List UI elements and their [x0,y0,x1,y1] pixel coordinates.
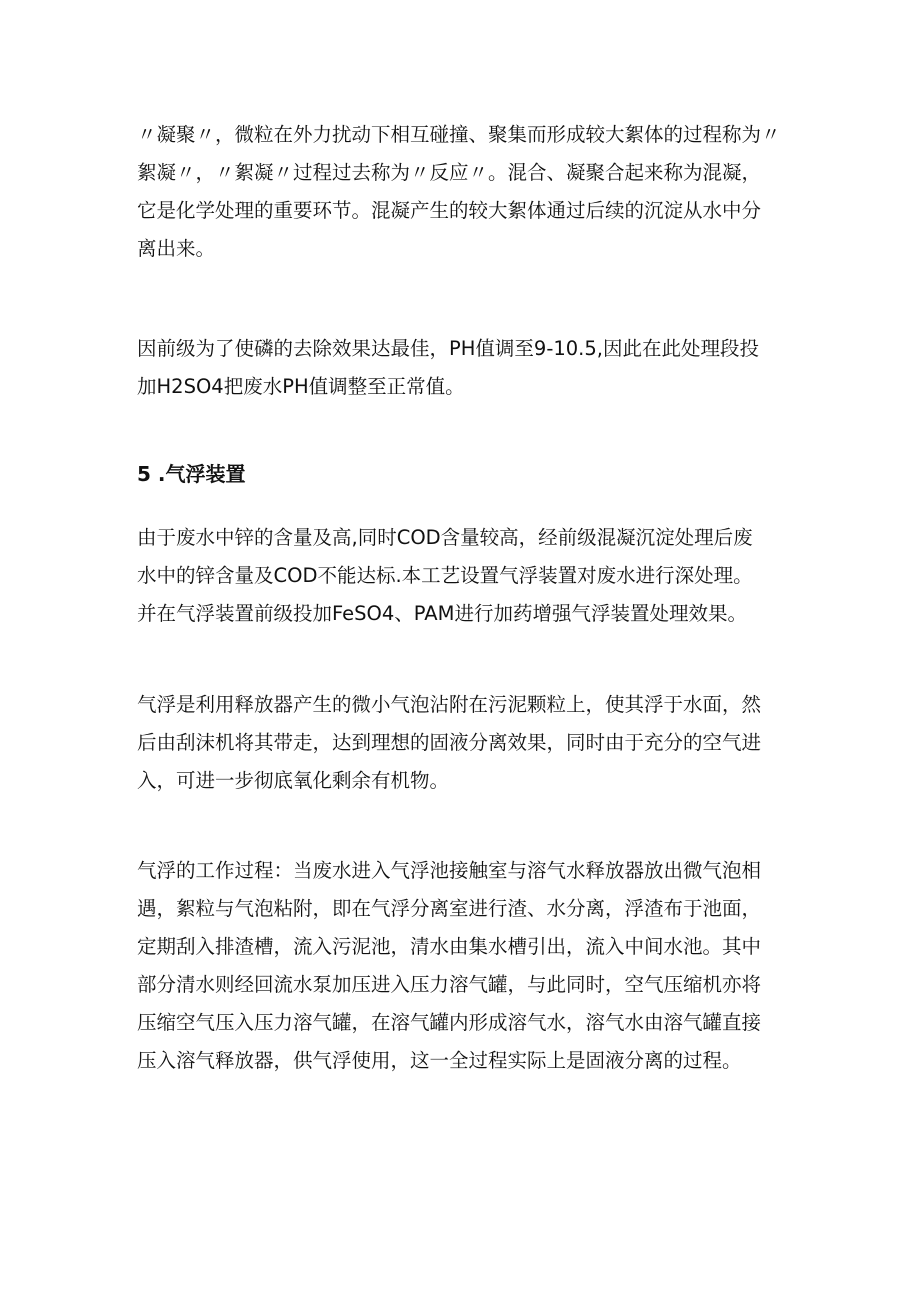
text-line: 絮凝〃，〃絮凝〃过程过去称为〃反应〃。混合、凝聚合起来称为混凝， [137,161,762,184]
paragraph-flotation-process [137,852,797,1080]
text-line: 〃凝聚〃，微粒在外力扰动下相互碰撞、聚集而形成较大絮体的过程称为〃 [137,123,781,146]
text-line: 压入溶气释放器，供气浮使用，这一全过程实际上是固液分离的过程。 [137,1049,742,1072]
text-line: 它是化学处理的重要环节。混凝产生的较大絮体通过后续的沉淀从水中分 [137,199,762,222]
paragraph-flotation-purpose [137,519,797,633]
text-line: 因前级为了使磷的去除效果达最佳，PH值调至9-10.5,因此在此处理段投 [137,337,759,360]
paragraph-flotation-principle [137,686,797,800]
text-line: 气浮的工作过程：当废水进入气浮池接触室与溶气水释放器放出微气泡相 [137,859,762,882]
text-line: 压缩空气压入压力溶气罐，在溶气罐内形成溶气水，溶气水由溶气罐直接 [137,1011,762,1034]
text-line: 离出来。 [137,237,216,260]
text-line: 定期刮入排渣槽，流入污泥池，清水由集水槽引出，流入中间水池。其中 [137,935,762,958]
paragraph-coagulation [137,116,797,268]
text-line: 部分清水则经回流水泵加压进入压力溶气罐，与此同时，空气压缩机亦将 [137,973,762,996]
text-line: 由于废水中锌的含量及高,同时COD含量较高，经前级混凝沉淀处理后废 [137,526,753,549]
text-line: 加H2SO4把废水PH值调整至正常值。 [137,375,465,398]
paragraph-ph-adjustment [137,330,797,406]
text-line: 入，可进一步彻底氧化剩余有机物。 [137,769,450,792]
section-heading: 5 .气浮装置 [137,462,246,486]
text-line: 遇，絮粒与气泡粘附，即在气浮分离室进行渣、水分离，浮渣布于池面， [137,897,762,920]
text-line: 并在气浮装置前级投加FeSO4、PAM进行加药增强气浮装置处理效果。 [137,602,747,625]
text-line: 气浮是利用释放器产生的微小气泡沾附在污泥颗粒上，使其浮于水面，然 [137,693,762,716]
text-line: 水中的锌含量及COD不能达标.本工艺设置气浮装置对废水进行深处理。 [137,564,753,587]
text-line: 后由刮沫机将其带走，达到理想的固液分离效果，同时由于充分的空气进 [137,731,762,754]
